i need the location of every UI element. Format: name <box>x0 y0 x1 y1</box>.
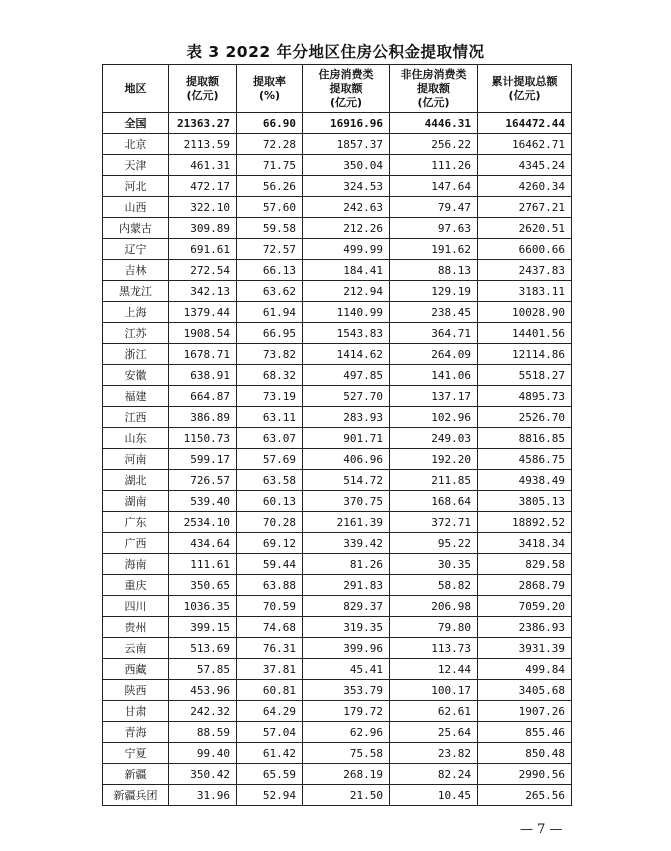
table-row <box>103 323 572 344</box>
value-cell: 82.24 <box>390 764 478 785</box>
value-cell: 71.75 <box>237 155 303 176</box>
value-cell: 2868.79 <box>478 575 572 596</box>
value-cell: 111.61 <box>169 554 237 575</box>
value-cell: 61.42 <box>237 743 303 764</box>
value-cell: 69.12 <box>237 533 303 554</box>
region-cell: 河南 <box>103 449 169 470</box>
region-cell: 广东 <box>103 512 169 533</box>
value-cell: 6600.66 <box>478 239 572 260</box>
value-cell: 238.45 <box>390 302 478 323</box>
value-cell: 1036.35 <box>169 596 237 617</box>
table-row <box>103 512 572 533</box>
region-cell: 甘肃 <box>103 701 169 722</box>
value-cell: 256.22 <box>390 134 478 155</box>
header-housing: 住房消费类 提取额 (亿元) <box>303 65 390 113</box>
region-cell: 辽宁 <box>103 239 169 260</box>
value-cell: 264.09 <box>390 344 478 365</box>
value-cell: 16916.96 <box>303 113 390 134</box>
value-cell: 1543.83 <box>303 323 390 344</box>
value-cell: 3931.39 <box>478 638 572 659</box>
value-cell: 79.80 <box>390 617 478 638</box>
value-cell: 350.65 <box>169 575 237 596</box>
table-row <box>103 722 572 743</box>
value-cell: 57.69 <box>237 449 303 470</box>
value-cell: 370.75 <box>303 491 390 512</box>
table-row <box>103 155 572 176</box>
value-cell: 99.40 <box>169 743 237 764</box>
region-cell: 广西 <box>103 533 169 554</box>
value-cell: 88.59 <box>169 722 237 743</box>
value-cell: 638.91 <box>169 365 237 386</box>
value-cell: 206.98 <box>390 596 478 617</box>
region-cell: 山东 <box>103 428 169 449</box>
value-cell: 14401.56 <box>478 323 572 344</box>
region-cell: 青海 <box>103 722 169 743</box>
value-cell: 57.04 <box>237 722 303 743</box>
value-cell: 309.89 <box>169 218 237 239</box>
value-cell: 73.19 <box>237 386 303 407</box>
table-row <box>103 596 572 617</box>
value-cell: 364.71 <box>390 323 478 344</box>
value-cell: 3183.11 <box>478 281 572 302</box>
region-cell: 湖北 <box>103 470 169 491</box>
region-cell: 吉林 <box>103 260 169 281</box>
value-cell: 65.59 <box>237 764 303 785</box>
table-row <box>103 239 572 260</box>
value-cell: 75.58 <box>303 743 390 764</box>
value-cell: 45.41 <box>303 659 390 680</box>
value-cell: 70.59 <box>237 596 303 617</box>
value-cell: 5518.27 <box>478 365 572 386</box>
value-cell: 242.32 <box>169 701 237 722</box>
value-cell: 63.62 <box>237 281 303 302</box>
table-row <box>103 281 572 302</box>
value-cell: 1414.62 <box>303 344 390 365</box>
table-title: 表 3 2022 年分地区住房公积金提取情况 <box>186 43 485 61</box>
header-amount: 提取额 (亿元) <box>169 65 237 113</box>
value-cell: 31.96 <box>169 785 237 806</box>
value-cell: 399.96 <box>303 638 390 659</box>
value-cell: 406.96 <box>303 449 390 470</box>
value-cell: 95.22 <box>390 533 478 554</box>
value-cell: 342.13 <box>169 281 237 302</box>
value-cell: 497.85 <box>303 365 390 386</box>
value-cell: 10028.90 <box>478 302 572 323</box>
value-cell: 829.58 <box>478 554 572 575</box>
header-cumulative: 累计提取总额 (亿元) <box>478 65 572 113</box>
table-row <box>103 407 572 428</box>
value-cell: 850.48 <box>478 743 572 764</box>
table-row <box>103 449 572 470</box>
table-row <box>103 386 572 407</box>
value-cell: 3805.13 <box>478 491 572 512</box>
value-cell: 461.31 <box>169 155 237 176</box>
value-cell: 350.42 <box>169 764 237 785</box>
page-number: — 7 — <box>520 822 563 837</box>
value-cell: 30.35 <box>390 554 478 575</box>
value-cell: 1908.54 <box>169 323 237 344</box>
region-cell: 新疆 <box>103 764 169 785</box>
value-cell: 62.61 <box>390 701 478 722</box>
value-cell: 2990.56 <box>478 764 572 785</box>
value-cell: 74.68 <box>237 617 303 638</box>
value-cell: 322.10 <box>169 197 237 218</box>
region-cell: 贵州 <box>103 617 169 638</box>
value-cell: 539.40 <box>169 491 237 512</box>
region-cell: 福建 <box>103 386 169 407</box>
region-cell: 四川 <box>103 596 169 617</box>
value-cell: 57.85 <box>169 659 237 680</box>
value-cell: 7059.20 <box>478 596 572 617</box>
region-cell: 内蒙古 <box>103 218 169 239</box>
value-cell: 113.73 <box>390 638 478 659</box>
value-cell: 97.63 <box>390 218 478 239</box>
value-cell: 179.72 <box>303 701 390 722</box>
value-cell: 434.64 <box>169 533 237 554</box>
value-cell: 1140.99 <box>303 302 390 323</box>
value-cell: 1678.71 <box>169 344 237 365</box>
value-cell: 63.58 <box>237 470 303 491</box>
table-row <box>103 365 572 386</box>
value-cell: 268.19 <box>303 764 390 785</box>
value-cell: 81.26 <box>303 554 390 575</box>
table-row <box>103 176 572 197</box>
value-cell: 62.96 <box>303 722 390 743</box>
table-row <box>103 638 572 659</box>
value-cell: 102.96 <box>390 407 478 428</box>
value-cell: 191.62 <box>390 239 478 260</box>
value-cell: 60.13 <box>237 491 303 512</box>
region-cell: 全国 <box>103 113 169 134</box>
value-cell: 272.54 <box>169 260 237 281</box>
value-cell: 386.89 <box>169 407 237 428</box>
value-cell: 23.82 <box>390 743 478 764</box>
table-row <box>103 701 572 722</box>
value-cell: 3418.34 <box>478 533 572 554</box>
value-cell: 72.28 <box>237 134 303 155</box>
value-cell: 283.93 <box>303 407 390 428</box>
header-nonhousing: 非住房消费类 提取额 (亿元) <box>390 65 478 113</box>
value-cell: 12.44 <box>390 659 478 680</box>
value-cell: 855.46 <box>478 722 572 743</box>
value-cell: 56.26 <box>237 176 303 197</box>
value-cell: 18892.52 <box>478 512 572 533</box>
value-cell: 164472.44 <box>478 113 572 134</box>
value-cell: 60.81 <box>237 680 303 701</box>
value-cell: 249.03 <box>390 428 478 449</box>
value-cell: 4895.73 <box>478 386 572 407</box>
value-cell: 10.45 <box>390 785 478 806</box>
region-cell: 山西 <box>103 197 169 218</box>
table-row <box>103 428 572 449</box>
value-cell: 88.13 <box>390 260 478 281</box>
value-cell: 66.95 <box>237 323 303 344</box>
region-cell: 重庆 <box>103 575 169 596</box>
value-cell: 1857.37 <box>303 134 390 155</box>
value-cell: 319.35 <box>303 617 390 638</box>
table-row <box>103 659 572 680</box>
table-row <box>103 134 572 155</box>
value-cell: 2161.39 <box>303 512 390 533</box>
value-cell: 192.20 <box>390 449 478 470</box>
region-cell: 海南 <box>103 554 169 575</box>
value-cell: 472.17 <box>169 176 237 197</box>
value-cell: 1150.73 <box>169 428 237 449</box>
value-cell: 59.58 <box>237 218 303 239</box>
value-cell: 70.28 <box>237 512 303 533</box>
value-cell: 64.29 <box>237 701 303 722</box>
value-cell: 2534.10 <box>169 512 237 533</box>
region-cell: 新疆兵团 <box>103 785 169 806</box>
value-cell: 66.90 <box>237 113 303 134</box>
value-cell: 79.47 <box>390 197 478 218</box>
value-cell: 4938.49 <box>478 470 572 491</box>
value-cell: 73.82 <box>237 344 303 365</box>
value-cell: 16462.71 <box>478 134 572 155</box>
value-cell: 212.26 <box>303 218 390 239</box>
region-cell: 安徽 <box>103 365 169 386</box>
value-cell: 212.94 <box>303 281 390 302</box>
value-cell: 2113.59 <box>169 134 237 155</box>
value-cell: 1907.26 <box>478 701 572 722</box>
table-row <box>103 617 572 638</box>
table-row <box>103 470 572 491</box>
value-cell: 513.69 <box>169 638 237 659</box>
table-row <box>103 743 572 764</box>
value-cell: 111.26 <box>390 155 478 176</box>
table-row <box>103 302 572 323</box>
value-cell: 829.37 <box>303 596 390 617</box>
value-cell: 2386.93 <box>478 617 572 638</box>
value-cell: 265.56 <box>478 785 572 806</box>
value-cell: 1379.44 <box>169 302 237 323</box>
value-cell: 291.83 <box>303 575 390 596</box>
value-cell: 61.94 <box>237 302 303 323</box>
value-cell: 8816.85 <box>478 428 572 449</box>
table-row <box>103 260 572 281</box>
header-row <box>103 65 572 113</box>
value-cell: 4586.75 <box>478 449 572 470</box>
value-cell: 68.32 <box>237 365 303 386</box>
table-row <box>103 575 572 596</box>
table-row <box>103 344 572 365</box>
value-cell: 57.60 <box>237 197 303 218</box>
table-row <box>103 785 572 806</box>
value-cell: 514.72 <box>303 470 390 491</box>
value-cell: 2620.51 <box>478 218 572 239</box>
value-cell: 527.70 <box>303 386 390 407</box>
value-cell: 137.17 <box>390 386 478 407</box>
table-row <box>103 533 572 554</box>
value-cell: 2526.70 <box>478 407 572 428</box>
value-cell: 339.42 <box>303 533 390 554</box>
value-cell: 63.88 <box>237 575 303 596</box>
value-cell: 499.99 <box>303 239 390 260</box>
value-cell: 63.07 <box>237 428 303 449</box>
table-body <box>103 113 572 806</box>
value-cell: 4260.34 <box>478 176 572 197</box>
table-row <box>103 197 572 218</box>
value-cell: 147.64 <box>390 176 478 197</box>
region-cell: 江苏 <box>103 323 169 344</box>
value-cell: 3405.68 <box>478 680 572 701</box>
value-cell: 76.31 <box>237 638 303 659</box>
value-cell: 63.11 <box>237 407 303 428</box>
value-cell: 599.17 <box>169 449 237 470</box>
value-cell: 25.64 <box>390 722 478 743</box>
region-cell: 上海 <box>103 302 169 323</box>
value-cell: 21.50 <box>303 785 390 806</box>
value-cell: 211.85 <box>390 470 478 491</box>
value-cell: 350.04 <box>303 155 390 176</box>
table-row-total <box>103 113 572 134</box>
table-row <box>103 680 572 701</box>
table-row <box>103 491 572 512</box>
value-cell: 129.19 <box>390 281 478 302</box>
region-cell: 浙江 <box>103 344 169 365</box>
value-cell: 353.79 <box>303 680 390 701</box>
value-cell: 21363.27 <box>169 113 237 134</box>
value-cell: 901.71 <box>303 428 390 449</box>
value-cell: 37.81 <box>237 659 303 680</box>
table-row <box>103 764 572 785</box>
withdrawal-table <box>102 64 572 806</box>
region-cell: 天津 <box>103 155 169 176</box>
value-cell: 4345.24 <box>478 155 572 176</box>
value-cell: 168.64 <box>390 491 478 512</box>
region-cell: 陕西 <box>103 680 169 701</box>
value-cell: 664.87 <box>169 386 237 407</box>
region-cell: 湖南 <box>103 491 169 512</box>
table-row <box>103 218 572 239</box>
value-cell: 399.15 <box>169 617 237 638</box>
region-cell: 西藏 <box>103 659 169 680</box>
value-cell: 499.84 <box>478 659 572 680</box>
value-cell: 72.57 <box>237 239 303 260</box>
value-cell: 242.63 <box>303 197 390 218</box>
value-cell: 100.17 <box>390 680 478 701</box>
value-cell: 372.71 <box>390 512 478 533</box>
value-cell: 184.41 <box>303 260 390 281</box>
value-cell: 4446.31 <box>390 113 478 134</box>
value-cell: 52.94 <box>237 785 303 806</box>
value-cell: 59.44 <box>237 554 303 575</box>
region-cell: 黑龙江 <box>103 281 169 302</box>
value-cell: 66.13 <box>237 260 303 281</box>
region-cell: 云南 <box>103 638 169 659</box>
region-cell: 河北 <box>103 176 169 197</box>
header-rate: 提取率 (%) <box>237 65 303 113</box>
value-cell: 453.96 <box>169 680 237 701</box>
region-cell: 江西 <box>103 407 169 428</box>
value-cell: 691.61 <box>169 239 237 260</box>
value-cell: 324.53 <box>303 176 390 197</box>
table-row <box>103 554 572 575</box>
header-region: 地区 <box>103 65 169 113</box>
region-cell: 宁夏 <box>103 743 169 764</box>
value-cell: 2437.83 <box>478 260 572 281</box>
region-cell: 北京 <box>103 134 169 155</box>
value-cell: 141.06 <box>390 365 478 386</box>
value-cell: 12114.86 <box>478 344 572 365</box>
value-cell: 726.57 <box>169 470 237 491</box>
value-cell: 2767.21 <box>478 197 572 218</box>
value-cell: 58.82 <box>390 575 478 596</box>
